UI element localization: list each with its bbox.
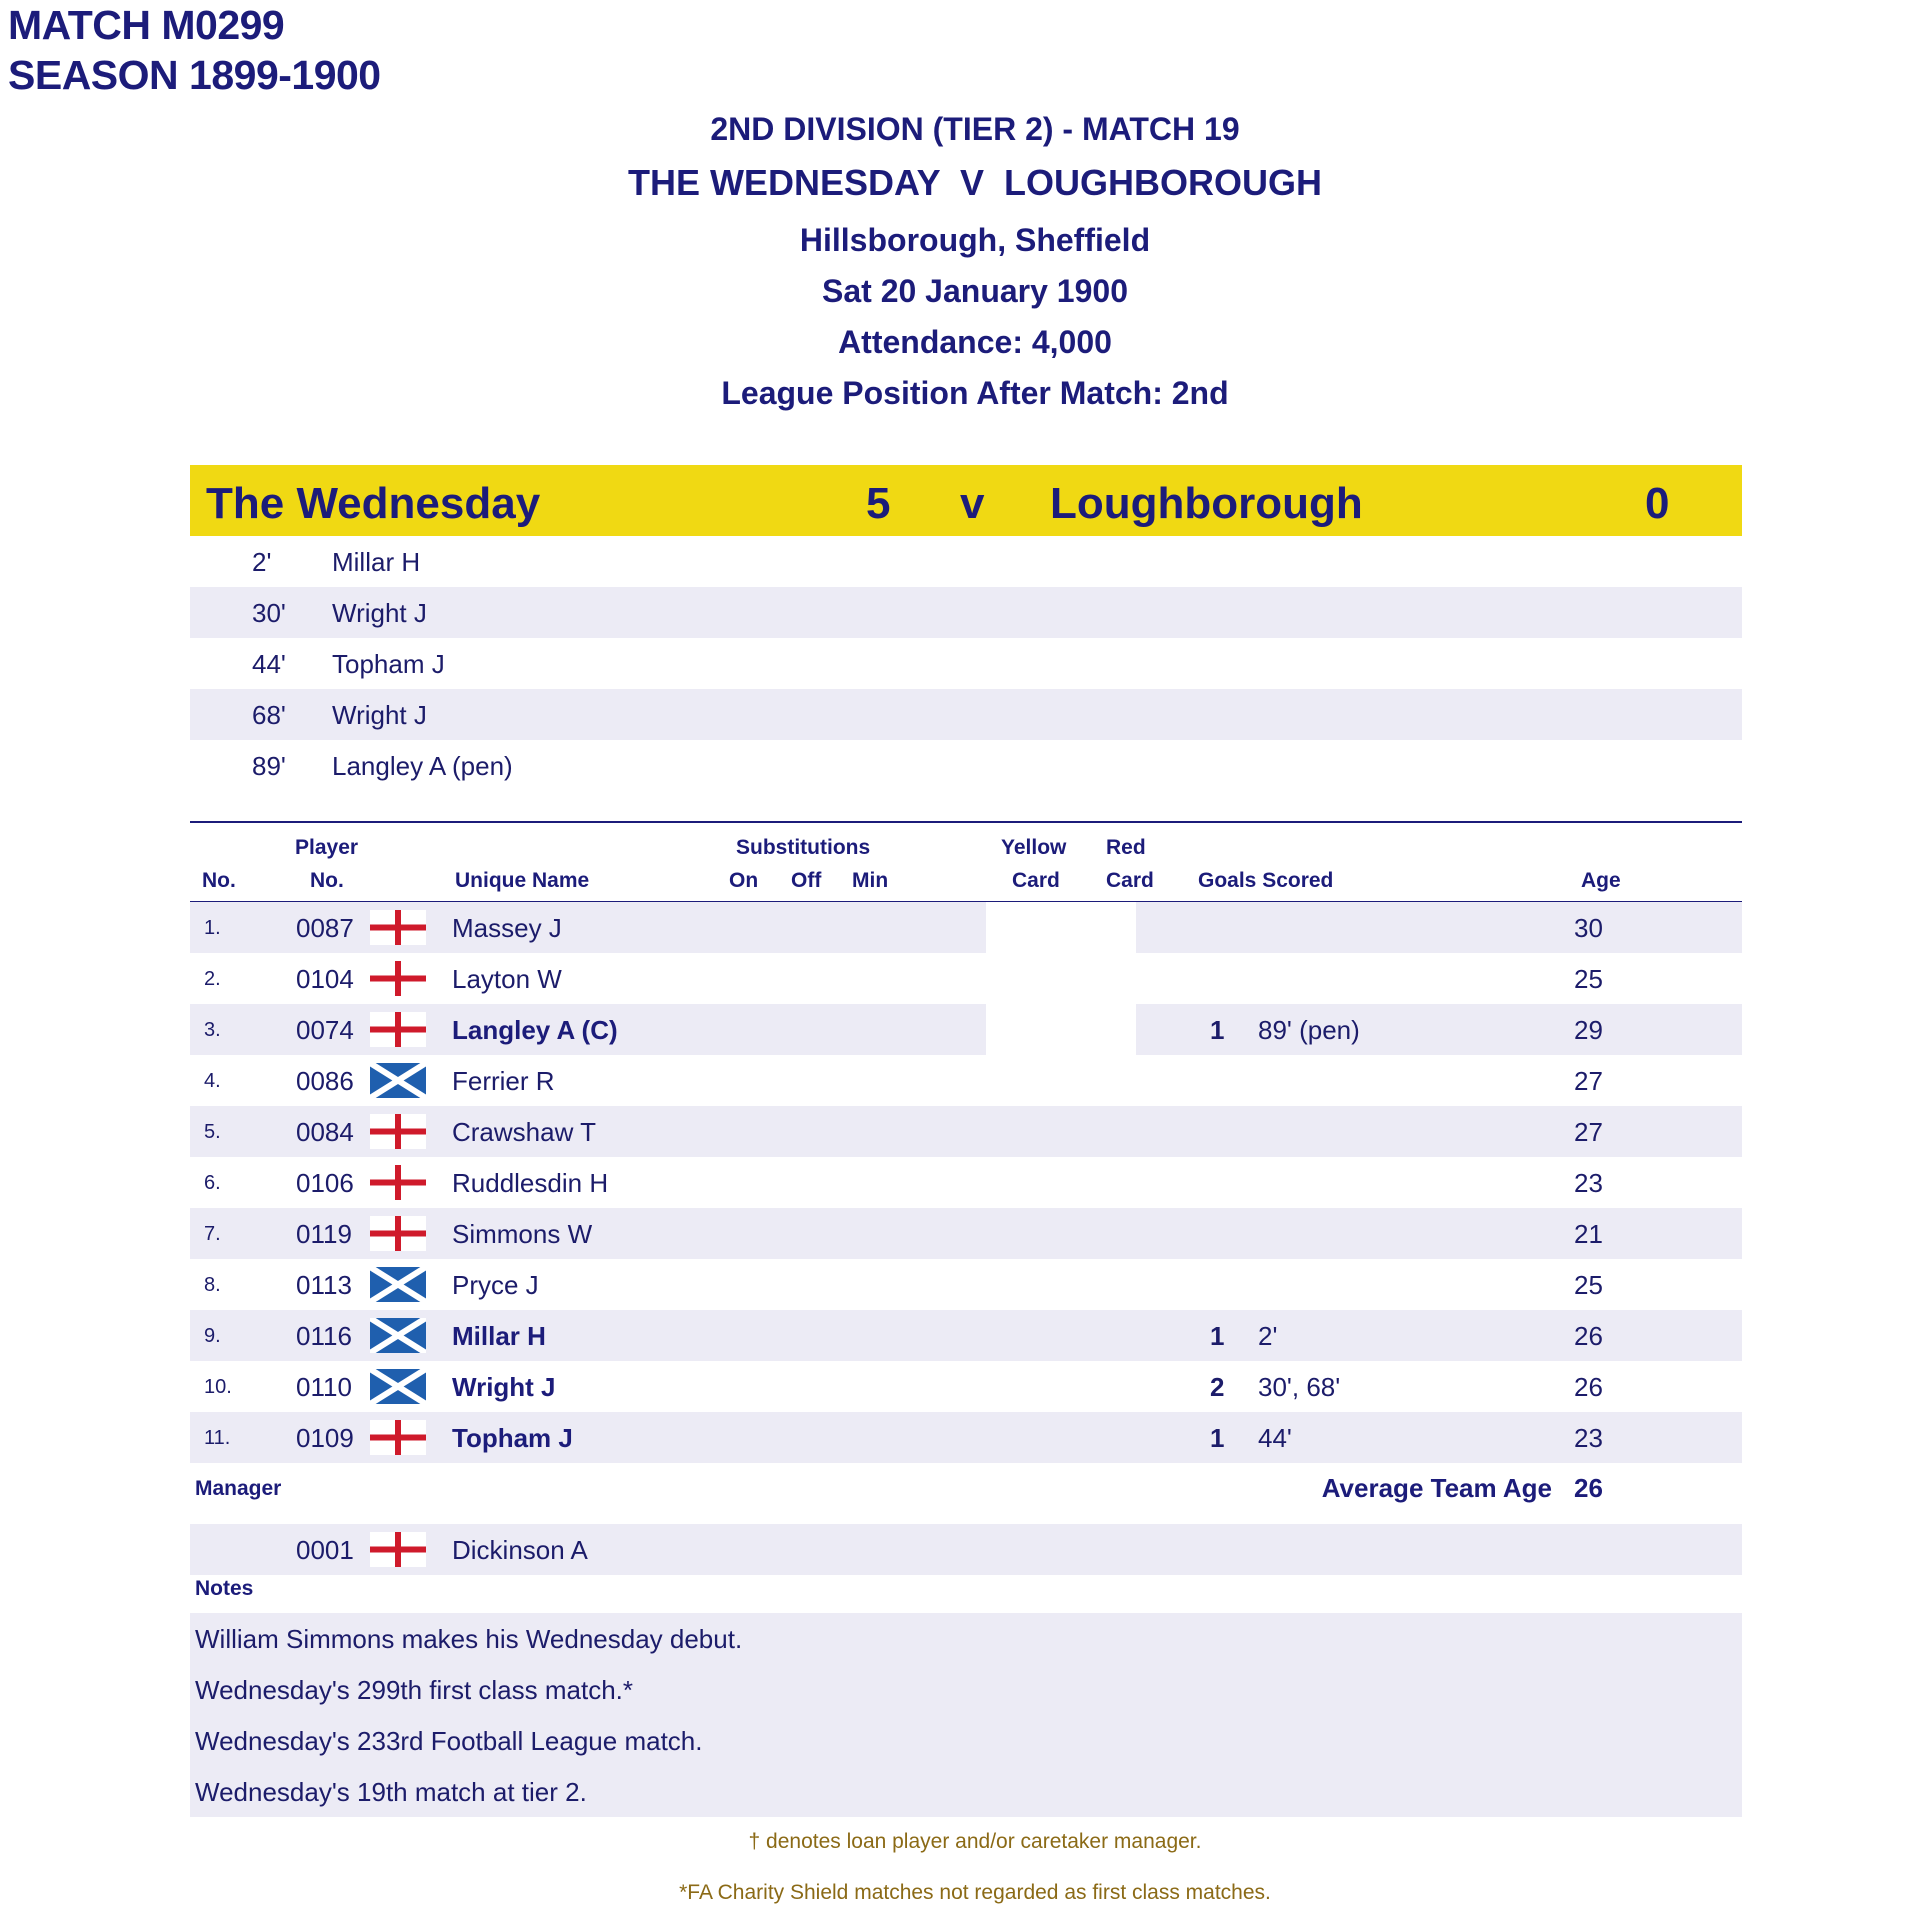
row-number: 11.: [204, 1427, 231, 1449]
match-header: [8, 0, 381, 100]
goal-count: 1: [1210, 1015, 1225, 1045]
player-age: 23: [1574, 1423, 1603, 1453]
table-row: [190, 1106, 1742, 1157]
england-flag-icon: [370, 1420, 426, 1455]
player-name: Pryce J: [452, 1270, 539, 1300]
goal-scorer: Wright J: [332, 598, 427, 628]
goal-row: [190, 536, 1742, 587]
player-age: 23: [1574, 1168, 1603, 1198]
notes-list: [190, 1613, 1742, 1817]
player-name: Crawshaw T: [452, 1117, 597, 1147]
footnote-charity: *FA Charity Shield matches not regarded as first class matches.: [679, 1881, 1271, 1904]
header-age: Age: [1581, 869, 1621, 892]
table-row: [190, 1412, 1742, 1463]
goal-times: 30', 68': [1258, 1372, 1341, 1402]
player-name: Millar H: [452, 1321, 546, 1351]
home-score: 5: [866, 479, 891, 528]
player-age: 30: [1574, 913, 1603, 943]
versus-label: v: [960, 479, 985, 528]
england-flag-icon: [370, 1216, 426, 1251]
player-number: 0113: [296, 1270, 352, 1300]
season-label: SEASON 1899-1900: [8, 52, 381, 98]
player-number: 0109: [296, 1423, 354, 1453]
player-age: 26: [1574, 1321, 1603, 1351]
player-name: Langley A (C): [452, 1015, 618, 1045]
england-flag-icon: [370, 961, 426, 996]
goal-minute: 2': [252, 547, 272, 577]
note-item: Wednesday's 233rd Football League match.: [195, 1726, 703, 1756]
player-age: 25: [1574, 1270, 1603, 1300]
player-number: 0086: [296, 1066, 354, 1096]
table-row: [190, 1157, 1742, 1208]
footnote-loan: † denotes loan player and/or caretaker manager.: [748, 1830, 1202, 1853]
england-flag-icon: [370, 910, 426, 945]
goal-times: 89' (pen): [1258, 1015, 1360, 1045]
away-score: 0: [1645, 479, 1670, 528]
player-age: 27: [1574, 1066, 1603, 1096]
average-age-label: Average Team Age: [1321, 1473, 1552, 1503]
table-row: [190, 1310, 1742, 1361]
player-name: Topham J: [452, 1423, 573, 1453]
notes-label: Notes: [195, 1577, 254, 1600]
table-row: [190, 953, 1742, 1004]
header-goals-scored: Goals Scored: [1198, 869, 1334, 892]
manager-name: Dickinson A: [452, 1535, 588, 1565]
header-no: No.: [202, 869, 236, 892]
player-name: Massey J: [452, 913, 562, 943]
row-number: 7.: [204, 1223, 221, 1245]
header-sub-off: Off: [791, 869, 822, 892]
goal-count: 2: [1210, 1372, 1225, 1402]
england-flag-icon: [370, 1165, 426, 1200]
goal-count: 1: [1210, 1321, 1225, 1351]
table-row: [190, 1004, 1742, 1055]
header-red-line1: Red: [1106, 836, 1146, 859]
goal-scorer: Wright J: [332, 700, 427, 730]
table-row: [190, 902, 1742, 953]
home-team: The Wednesday: [206, 479, 541, 528]
attendance: Attendance: 4,000: [838, 324, 1112, 360]
player-age: 25: [1574, 964, 1603, 994]
header-yellow-line1: Yellow: [1001, 836, 1067, 859]
row-number: 1.: [204, 917, 221, 939]
row-number: 6.: [204, 1172, 221, 1194]
player-age: 29: [1574, 1015, 1603, 1045]
goal-times: 44': [1258, 1423, 1292, 1453]
match-titles: [0, 104, 1920, 419]
player-number: 0106: [296, 1168, 354, 1198]
goal-minute: 44': [252, 649, 286, 679]
player-name: Layton W: [452, 964, 562, 994]
player-number: 0074: [296, 1015, 354, 1045]
header-unique-name: Unique Name: [455, 869, 590, 892]
row-number: 4.: [204, 1070, 221, 1092]
note-item: William Simmons makes his Wednesday debut.: [195, 1624, 743, 1654]
scotland-flag-icon: [370, 1369, 426, 1404]
player-number: 0110: [296, 1372, 352, 1402]
player-number: 0116: [296, 1321, 352, 1351]
goal-count: 1: [1210, 1423, 1225, 1453]
scotland-flag-icon: [370, 1318, 426, 1353]
header-player-no-line1: Player: [295, 836, 359, 859]
header-sub-min: Min: [852, 869, 889, 892]
table-row: [190, 1259, 1742, 1310]
goal-row: [190, 638, 1742, 689]
header-player-no-line2: No.: [310, 869, 344, 892]
goal-row: [190, 740, 1742, 791]
goal-row: [190, 689, 1742, 740]
venue: Hillsborough, Sheffield: [799, 222, 1151, 258]
player-name: Wright J: [452, 1372, 556, 1402]
header-substitutions: Substitutions: [736, 836, 871, 859]
table-top-rule: [190, 821, 1742, 823]
header-red-line2: Card: [1106, 869, 1154, 892]
row-number: 8.: [204, 1274, 221, 1296]
row-number: 9.: [204, 1325, 221, 1347]
teams-title: THE WEDNESDAY V LOUGHBOROUGH: [627, 162, 1323, 203]
header-yellow-line2: Card: [1012, 869, 1060, 892]
score-bar: [190, 465, 1742, 536]
player-age: 27: [1574, 1117, 1603, 1147]
table-row: [190, 1055, 1742, 1106]
row-number: 2.: [204, 968, 221, 990]
competition-title: 2ND DIVISION (TIER 2) - MATCH 19: [710, 111, 1240, 147]
league-position: League Position After Match: 2nd: [721, 375, 1229, 411]
goal-minute: 89': [252, 751, 286, 781]
england-flag-icon: [370, 1012, 426, 1047]
player-age: 21: [1574, 1219, 1603, 1249]
manager-label: Manager: [195, 1477, 282, 1500]
england-flag-icon: [370, 1532, 426, 1567]
table-row: [190, 1361, 1742, 1412]
goal-scorer: Topham J: [332, 649, 445, 679]
goal-times: 2': [1258, 1321, 1278, 1351]
scotland-flag-icon: [370, 1063, 426, 1098]
note-item: Wednesday's 299th first class match.*: [195, 1675, 634, 1705]
table-row: [190, 1208, 1742, 1259]
away-team: Loughborough: [1050, 479, 1363, 528]
row-number: 3.: [204, 1019, 221, 1041]
player-number: 0119: [296, 1219, 352, 1249]
manager-number: 0001: [296, 1535, 354, 1565]
row-number: 10.: [204, 1376, 232, 1398]
manager-row: [190, 1524, 1742, 1575]
goal-row: [190, 587, 1742, 638]
header-sub-on: On: [729, 869, 759, 892]
player-name: Simmons W: [452, 1219, 593, 1249]
player-number: 0104: [296, 964, 354, 994]
goal-scorer: Langley A (pen): [332, 751, 513, 781]
england-flag-icon: [370, 1114, 426, 1149]
scotland-flag-icon: [370, 1267, 426, 1302]
player-age: 26: [1574, 1372, 1603, 1402]
player-number: 0084: [296, 1117, 354, 1147]
goal-scorer: Millar H: [332, 547, 421, 577]
goal-minute: 30': [252, 598, 286, 628]
average-age-value: 26: [1574, 1473, 1603, 1503]
goal-minute: 68': [252, 700, 286, 730]
match-code: MATCH M0299: [8, 2, 285, 48]
note-item: Wednesday's 19th match at tier 2.: [195, 1777, 587, 1807]
player-number: 0087: [296, 913, 354, 943]
match-date: Sat 20 January 1900: [822, 273, 1128, 309]
player-name: Ferrier R: [452, 1066, 555, 1096]
player-table: [190, 902, 1742, 1463]
player-name: Ruddlesdin H: [452, 1168, 609, 1198]
row-number: 5.: [204, 1121, 221, 1143]
goal-list: [190, 536, 1742, 791]
